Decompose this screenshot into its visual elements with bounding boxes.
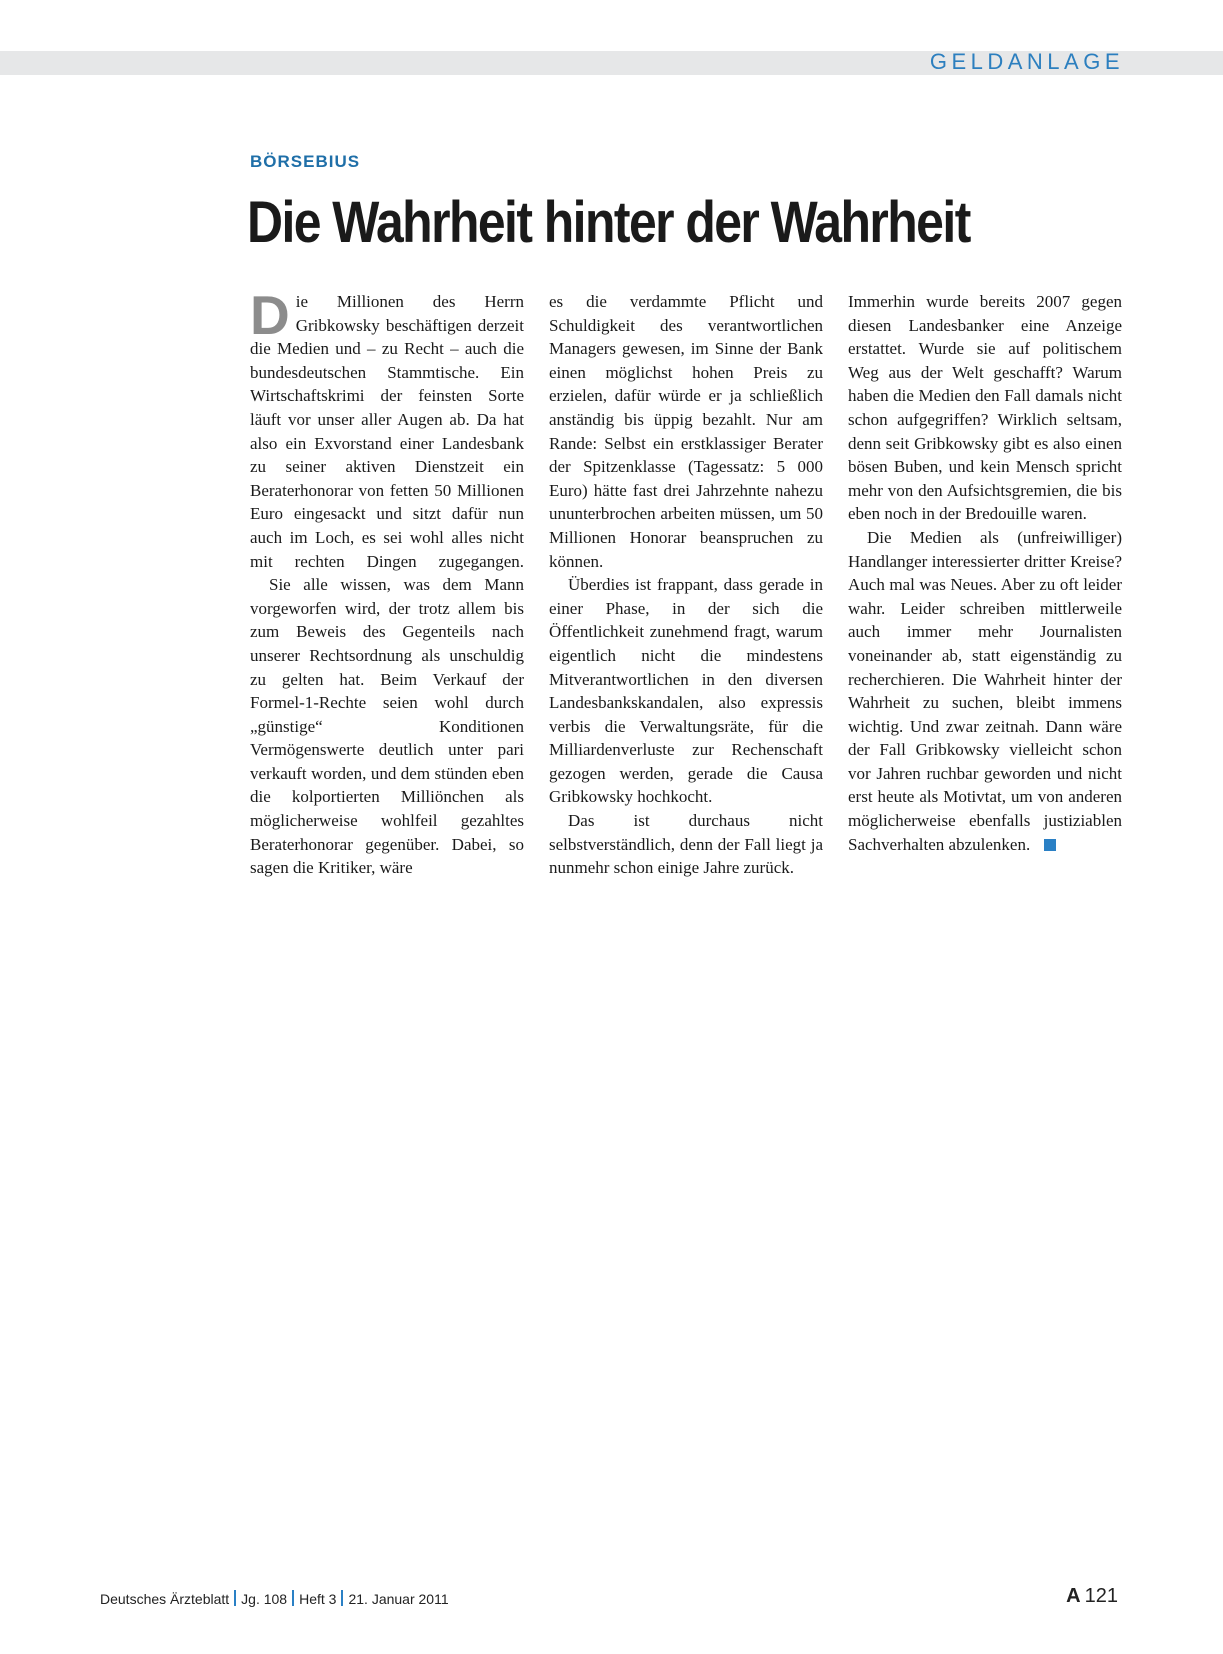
paragraph: Sie alle wissen, was dem Mann vorgeworfen wird, der trotz allem bis zum Beweis des Gegenteils nach unserer Rechtsordnung als unschuldig zu gelten hat. Beim Verkauf der Formel-1-Rechte seien wohl durch „günstige“ Konditionen Vermögenswerte deutlich unter pari verkauft worden, und dem stünden eben die kolportierten Milliönchen als möglicherweise wohlfeil gezahltes Beraterhonorar gegenüber. Dabei, so sagen die Kritiker, wäre [250,575,524,878]
publication-name: Deutsches Ärzteblatt [100,1591,230,1607]
paragraph-text: Die Medien als (unfreiwilliger) Handlanger interessierter dritter Kreise? Auch mal was Neues. Aber zu oft leider wahr. Leider schreiben mittlerweile auch immer mehr Journalisten voneinander ab, statt eigenständig zu recherchieren. Die Wahrheit hinter der Wahrheit zu suchen, bleibt immens wichtig. Und zwar zeitnah. Dann wäre der Fall Gribkowsky vielleicht schon vor Jahren ruchbar geworden und nicht erst heute als Motivtat, um von anderen möglicherweise ebenfalls justiziablen Sachverhalten abzulenken. [848,527,1122,854]
article-headline: Die Wahrheit hinter der Wahrheit [247,190,970,255]
paragraph: es die verdammte Pflicht und Schuldigkeit des verantwortlichen Managers gewesen, im Sinne der Bank einen möglichst hohen Preis zu erzielen, dafür würde er ja schließlich anständig bis üppig bezahlt. Nur am Rande: Selbst ein erstklassiger Berater der Spitzenklasse (Tagessatz: 5 000 Euro) hätte fast drei Jahrzehnte nahezu ununterbrochen arbeiten müssen, um 50 Millionen Honorar beanspruchen zu können. [549,292,823,571]
footer-separator [292,1590,294,1606]
article-kicker: BÖRSEBIUS [250,152,361,171]
drop-cap: D [250,284,290,346]
paragraph: Das ist durchaus nicht selbstverständlich, denn der Fall liegt ja nunmehr schon einige Jahre zurück. [549,811,823,878]
page-number [1066,1585,1118,1608]
page-footer [100,1590,449,1607]
paragraph [848,526,1122,856]
issue-date: 21. Januar 2011 [348,1591,449,1607]
page-number-value: 121 [1084,1585,1118,1607]
issue: Heft 3 [299,1591,337,1607]
article-column-3 [848,290,1122,856]
footer-separator [234,1590,236,1606]
end-mark-square-icon [1044,839,1056,851]
article-column-2 [549,290,823,880]
paragraph: Immerhin wurde bereits 2007 gegen diesen Landesbanker eine Anzeige erstattet. Wurde sie auf politischem Weg aus der Welt geschafft? Warum haben die Medien den Fall damals nicht schon aufgegriffen? Wirklich seltsam, denn seit Gribkowsky gibt es also einen bösen Buben, und kein Mensch spricht mehr von den Aufsichtsgremien, die bis eben noch in der Bredouille waren. [848,292,1122,524]
article-column-1 [250,284,524,880]
footer-separator [341,1590,343,1606]
paragraph-text: ie Millionen des Herrn Gribkowsky beschäftigen derzeit die Medien und – zu Recht – auch die bundesdeutschen Stammtische. Ein Wirtschaftskrimi der feinsten Sorte läuft vor unser aller Augen ab. Da hat also ein Exvorstand einer Landesbank zu seiner aktiven Dienstzeit ein Beraterhonorar von fetten 50 Millionen Euro eingesackt und sitzt dafür nun auch im Loch, es sei wohl alles nicht mit rechten Dingen zugegangen. [250,292,524,571]
section-label: GELDANLAGE [929,49,1124,74]
page-prefix: A [1066,1585,1081,1607]
paragraph: Überdies ist frappant, dass gerade in einer Phase, in der sich die Öffentlichkeit zunehmend fragt, warum eigentlich nicht die mindestens Mitverantwortlichen in den diversen Landesbankskandalen, also expressis verbis die Verwaltungsräte, für die Milliardenverluste zur Rechenschaft gezogen werden, gerade die Causa Gribkowsky hochkocht. [549,575,823,807]
volume: Jg. 108 [241,1591,288,1607]
paragraph [250,284,524,573]
